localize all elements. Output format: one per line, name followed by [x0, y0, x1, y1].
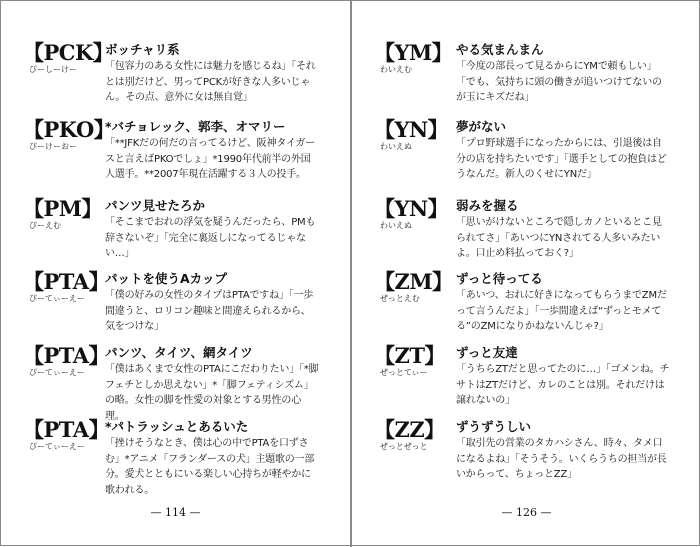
entry-description: 「僕はあくまで女性のPTAにこだわりたい」「*脚フェチとしか思えない」*「脚フェティシズム」の略。女性の脚を性愛の対象とする男性の心理。 — [105, 364, 319, 422]
entry-head — [374, 118, 452, 152]
dictionary-entry — [23, 417, 323, 496]
entry-title: ずっと待ってる — [456, 271, 543, 286]
entry-head — [374, 197, 452, 231]
entry-body — [456, 118, 671, 183]
entry-description: 「プロ野球選手になったからには、引退後は自分の店を持ちたいです」「選手としての抱負はどうなんだ。新人のくせにYNだ」 — [456, 138, 667, 180]
entry-head — [374, 418, 452, 452]
entry-code: 【PTA】 — [23, 417, 110, 442]
dictionary-entry — [374, 270, 674, 342]
right-page — [352, 1, 700, 547]
dictionary-entry — [374, 41, 674, 113]
entry-head — [23, 197, 101, 231]
entry-description: 「取引先の営業のタカハシさん、時々、タメ口になるよね」「そうそう。いくらうちの担当が長いからって、ちょっとZZ」 — [456, 438, 667, 480]
entry-code: 【PTA】 — [23, 343, 110, 368]
entry-body — [456, 41, 671, 106]
dictionary-entry — [374, 197, 674, 269]
dictionary-entry — [23, 197, 323, 269]
entry-title: ボッチャリ系 — [105, 42, 180, 57]
entry-title: *バチョレック、郭李、オマリー — [105, 119, 286, 134]
dictionary-entry — [23, 41, 323, 113]
entry-body — [456, 197, 671, 262]
entry-description: 「僕の好みの女性のタイプはPTAですね」「一歩間違うと、ロリコン趣味と間違えられるから、気をつけな」 — [105, 290, 314, 332]
entry-reading: ぜっとえむ — [380, 294, 420, 303]
entry-head — [374, 344, 452, 378]
entry-reading: わいえぬ — [380, 142, 412, 151]
entry-head — [23, 269, 110, 304]
entry-code: 【PTA】 — [23, 269, 110, 294]
entry-reading: わいえむ — [380, 65, 412, 74]
entry-code: 【YN】 — [374, 117, 449, 142]
entry-body — [456, 344, 671, 409]
entry-head — [374, 270, 452, 304]
entry-title: やる気まんまん — [456, 42, 544, 57]
entry-body — [105, 418, 320, 498]
page-number: — 114 — — [150, 506, 201, 519]
entry-body — [105, 344, 320, 424]
entry-title: パンツ見せたろか — [105, 198, 206, 213]
entry-reading: わいえぬ — [380, 221, 412, 230]
entry-code: 【ZT】 — [374, 343, 445, 368]
dictionary-entry — [374, 418, 674, 490]
entry-description: 「**JFKだの何だの言ってるけど、阪神タイガースと言えばPKOでしょ」*1990年代前半の外国人選手。**2007年現在活躍する３人の投手。 — [105, 138, 315, 180]
entry-code: 【ZM】 — [374, 269, 453, 294]
entry-description: 「挫けそうなとき、僕は心の中でPTAを口ずさむ」*アニメ「フランダースの犬」主題歌の一部分。愛犬とともにいる楽しい心持ちが軽やかに歌われる。 — [105, 438, 315, 496]
dictionary-entry — [374, 118, 674, 190]
entry-title: *パトラッシュとあるいた — [105, 419, 249, 434]
entry-reading: ぴーえむ — [29, 221, 61, 230]
dictionary-entry — [23, 270, 323, 342]
entry-title: ずうずうしい — [456, 419, 532, 434]
entry-code: 【PCK】 — [23, 40, 114, 65]
left-page — [1, 1, 350, 547]
entry-body — [105, 270, 320, 335]
entry-head — [23, 417, 110, 452]
entry-head — [23, 40, 114, 75]
entry-reading: ぜっとてぃー — [380, 368, 428, 377]
entry-description: 「そこまでおれの浮気を疑うんだったら、PMも辞さないぞ」「完全に裏返しになってるじゃない…」 — [105, 217, 316, 259]
entry-title: 弱みを握る — [456, 198, 519, 213]
entry-reading: ぴーけーおー — [29, 142, 77, 151]
entry-code: 【PKO】 — [23, 117, 115, 142]
entry-description: 「包容力のある女性には魅力を感じるね」「それとは別だけど、男ってPCKが好きな人多いじゃん。その点、意外に女は無自覚」 — [105, 61, 316, 103]
dictionary-entry — [23, 343, 323, 422]
entry-code: 【ZZ】 — [374, 417, 445, 442]
dictionary-entry — [374, 344, 674, 416]
entry-title: パンツ、タイツ、網タイツ — [105, 345, 253, 360]
entry-reading: ぴーてぃーえー — [29, 368, 85, 377]
entry-reading: ぴーてぃーえー — [29, 442, 85, 451]
entry-body — [456, 270, 671, 335]
entry-reading: ぜっとぜっと — [380, 442, 428, 451]
entry-code: 【YM】 — [374, 40, 453, 65]
page-number: — 126 — — [501, 506, 552, 519]
entry-head — [374, 41, 452, 75]
entry-description: 「今度の部長って見るからにYMで頼もしい」「でも、気持ちに頭の働きが追いつけてないのが玉にキズだね」 — [456, 61, 662, 103]
entry-reading: ぴーしーけー — [29, 65, 77, 74]
entry-body — [456, 418, 671, 483]
entry-title: ずっと友達 — [456, 345, 518, 360]
entry-body — [105, 197, 320, 262]
entry-description: 「うちらZTだと思ってたのに…」「ゴメンね。チサトはZTだけど、カレのことは別。それだけは譲れないの」 — [456, 364, 670, 406]
entry-head — [23, 343, 110, 378]
entry-description: 「あいつ、おれに好きになってもらうまでZMだって言うんだよ」「一歩間違えば“ずっとモメてる”のZMになりかねないんじゃ?」 — [456, 290, 667, 332]
entry-description: 「思いがけないところで隠しカノといるとこ見られてさ」「あいつにYNされてる人多いみたいよ。口止め料払っておく?」 — [456, 217, 662, 259]
entry-body — [105, 41, 320, 106]
entry-code: 【YN】 — [374, 196, 449, 221]
entry-code: 【PM】 — [23, 196, 103, 221]
entry-title: パットを使うAカップ — [105, 271, 228, 286]
dictionary-entry — [23, 118, 323, 190]
entry-body — [105, 118, 320, 183]
entry-title: 夢がない — [456, 119, 507, 134]
entry-reading: ぴーてぃーえー — [29, 294, 85, 303]
entry-head — [23, 117, 115, 152]
